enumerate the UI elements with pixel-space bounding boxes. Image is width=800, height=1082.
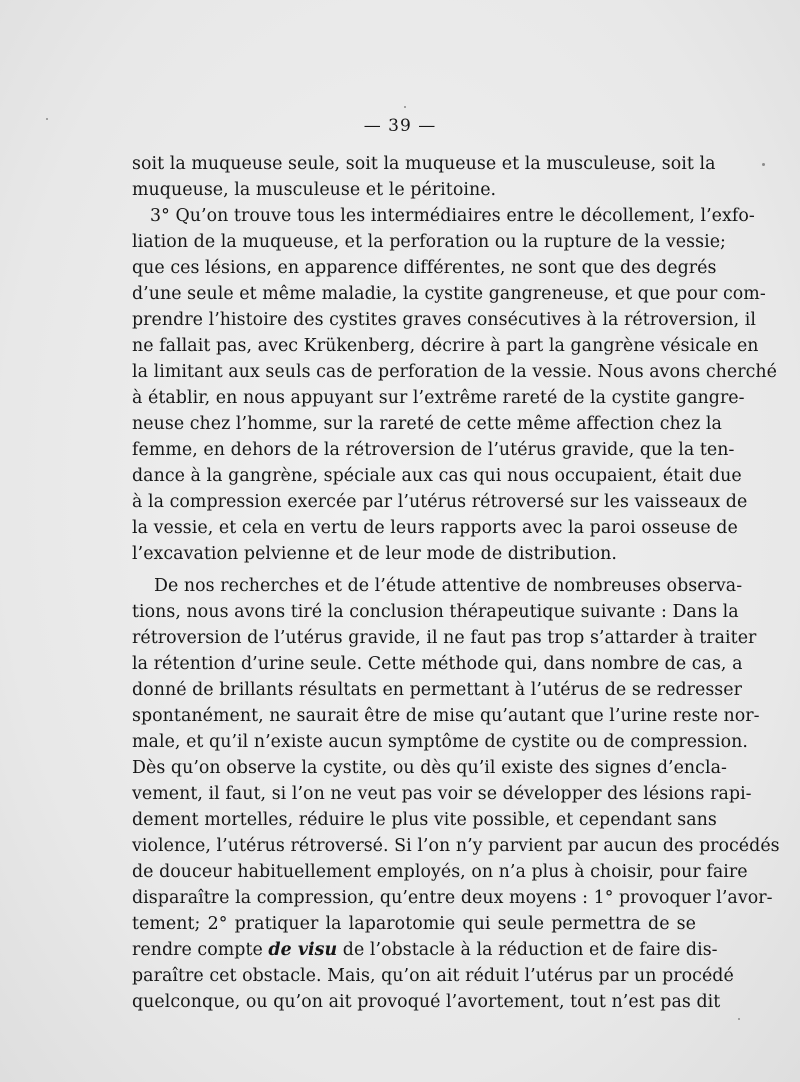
text-line: male, et qu’il n’existe aucun symptôme de cystite ou de compression. [132,732,748,752]
text-line: de douceur habituellement employés, on n’a plus à choisir, pour faire [132,862,748,882]
paragraph [132,203,777,567]
text-line: que ces lésions, en apparence différentes, ne sont que des degrés [132,258,717,278]
italic-phrase: de visu [268,940,338,960]
text-line: vement, il faut, si l’on ne veut pas voir se développer des lésions rapi- [132,784,752,804]
text-fragment: rendre compte [132,940,269,960]
text-line: disparaître la compression, qu’entre deux moyens : 1° provoquer l’avor- [132,888,773,908]
text-line: liation de la muqueuse, et la perforation ou la rupture de la vessie; [132,232,726,252]
text-line: tions, nous avons tiré la conclusion thérapeutique suivante : Dans la [132,602,739,622]
text-line: muqueuse, la musculeuse et le péritoine. [132,180,497,200]
text-line: prendre l’histoire des cystites graves consécutives à la rétroversion, il [132,310,756,330]
text-line: paraître cet obstacle. Mais, qu’on ait réduit l’utérus par un procédé [132,966,734,986]
text-line: 3° Qu’on trouve tous les intermédiaires entre le décollement, l’exfo- [150,206,755,226]
body-text [132,151,780,1015]
text-line: la limitant aux seuls cas de perforation de la vessie. Nous avons cherché [132,362,777,382]
text-fragment: de l’obstacle à la réduction et de faire dis- [337,940,718,960]
text-line: De nos recherches et de l’étude attentive de nombreuses observa- [154,576,743,596]
text-line: tement; 2° pratiquer la laparotomie qui seule permettra de se [132,914,696,934]
text-line: la rétention d’urine seule. Cette méthode qui, dans nombre de cas, a [132,654,743,674]
text-line: rétroversion de l’utérus gravide, il ne faut pas trop s’attarder à traiter [132,628,757,648]
paragraph [132,151,716,203]
text-line: à la compression exercée par l’utérus rétroversé sur les vaisseaux de [132,492,748,512]
page-number: — 39 — [363,116,437,136]
text-line: la vessie, et cela en vertu de leurs rapports avec la paroi osseuse de [132,518,738,538]
text-line: à établir, en nous appuyant sur l’extrême rareté de la cystite gangre- [132,388,745,408]
paragraph [132,573,780,1015]
text-line: Dès qu’on observe la cystite, ou dès qu’il existe des signes d’encla- [132,758,727,778]
text-line: spontanément, ne saurait être de mise qu’autant que l’urine reste nor- [132,706,760,726]
text-line: d’une seule et même maladie, la cystite gangreneuse, et que pour com- [132,284,766,304]
text-line: dement mortelles, réduire le plus vite possible, et cependant sans [132,810,717,830]
ink-speck [762,163,765,166]
text-line: l’excavation pelvienne et de leur mode de distribution. [132,544,617,564]
text-line: donné de brillants résultats en permettant à l’utérus de se redresser [132,680,742,700]
text-line: dance à la gangrène, spéciale aux cas qui nous occupaient, était due [132,466,742,486]
text-line: quelconque, ou qu’on ait provoqué l’avortement, tout n’est pas dit [132,992,721,1012]
text-line: femme, en dehors de la rétroversion de l’utérus gravide, que la ten- [132,440,735,460]
text-line-with-italic [132,937,718,963]
text-line: ne fallait pas, avec Krükenberg, décrire à part la gangrène vésicale en [132,336,759,356]
text-line: violence, l’utérus rétroversé. Si l’on n’y parvient par aucun des procédés [132,836,780,856]
ink-speck [738,1018,740,1020]
text-line: soit la muqueuse seule, soit la muqueuse et la musculeuse, soit la [132,154,716,174]
ink-speck [404,106,406,108]
text-line: neuse chez l’homme, sur la rareté de cette même affection chez la [132,414,722,434]
